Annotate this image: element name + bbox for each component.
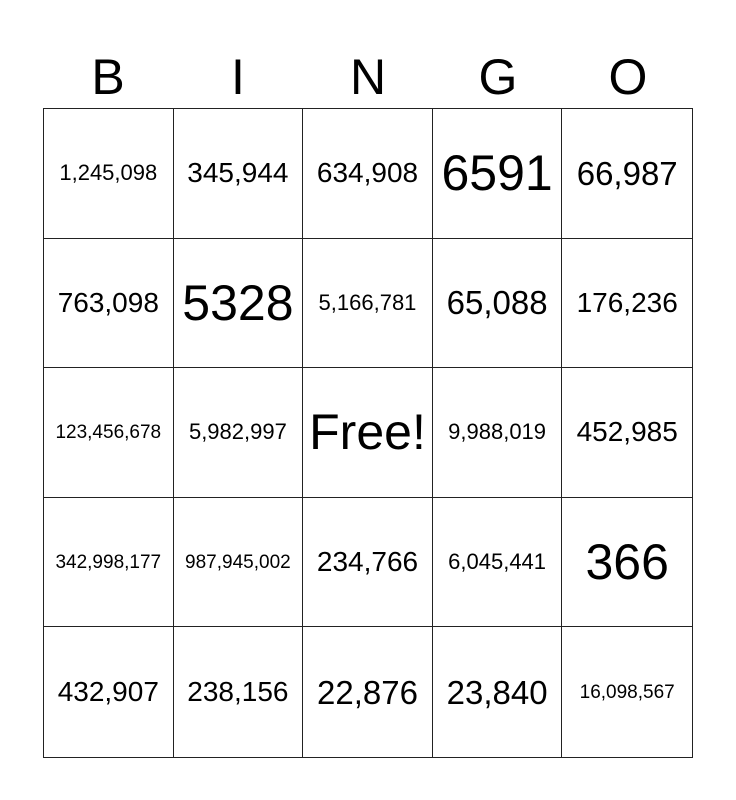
bingo-cell-n-2[interactable]: 5,166,781 bbox=[303, 239, 433, 369]
bingo-cell-i-3[interactable]: 5,982,997 bbox=[174, 368, 304, 498]
free-space-cell[interactable]: Free! bbox=[303, 368, 433, 498]
header-letter-n: N bbox=[349, 49, 387, 105]
bingo-cell-b-5[interactable]: 432,907 bbox=[44, 627, 174, 757]
bingo-cell-g-5[interactable]: 23,840 bbox=[433, 627, 563, 757]
header-letter-g: G bbox=[478, 49, 518, 105]
bingo-cell-i-2[interactable]: 5328 bbox=[174, 239, 304, 369]
bingo-cell-n-5[interactable]: 22,876 bbox=[303, 627, 433, 757]
bingo-cell-i-1[interactable]: 345,944 bbox=[174, 109, 304, 239]
bingo-cell-b-4[interactable]: 342,998,177 bbox=[44, 498, 174, 628]
bingo-cell-b-1[interactable]: 1,245,098 bbox=[44, 109, 174, 239]
bingo-card-grid bbox=[43, 108, 693, 758]
header-letter-b: B bbox=[91, 49, 125, 105]
bingo-cell-i-4[interactable]: 987,945,002 bbox=[174, 498, 304, 628]
bingo-cell-n-1[interactable]: 634,908 bbox=[303, 109, 433, 239]
bingo-cell-o-4[interactable]: 366 bbox=[562, 498, 692, 628]
bingo-cell-o-5[interactable]: 16,098,567 bbox=[579, 681, 675, 703]
bingo-cell-b-2[interactable]: 763,098 bbox=[44, 239, 174, 369]
bingo-cell-g-1[interactable]: 6591 bbox=[433, 109, 563, 239]
bingo-cell-g-4[interactable]: 6,045,441 bbox=[433, 498, 563, 628]
bingo-header bbox=[43, 44, 693, 108]
header-letter-o: O bbox=[608, 49, 648, 105]
bingo-cell-o-2[interactable]: 176,236 bbox=[562, 239, 692, 369]
bingo-cell-g-3[interactable]: 9,988,019 bbox=[433, 368, 563, 498]
bingo-cell-n-4[interactable]: 234,766 bbox=[303, 498, 433, 628]
bingo-cell-i-5[interactable]: 238,156 bbox=[174, 627, 304, 757]
bingo-cell-b-3[interactable]: 123,456,678 bbox=[44, 368, 174, 498]
bingo-cell-g-2[interactable]: 65,088 bbox=[433, 239, 563, 369]
bingo-cell-o-3[interactable]: 452,985 bbox=[562, 368, 692, 498]
bingo-cell-o-1[interactable]: 66,987 bbox=[562, 109, 692, 239]
header-letter-i: I bbox=[231, 49, 245, 105]
